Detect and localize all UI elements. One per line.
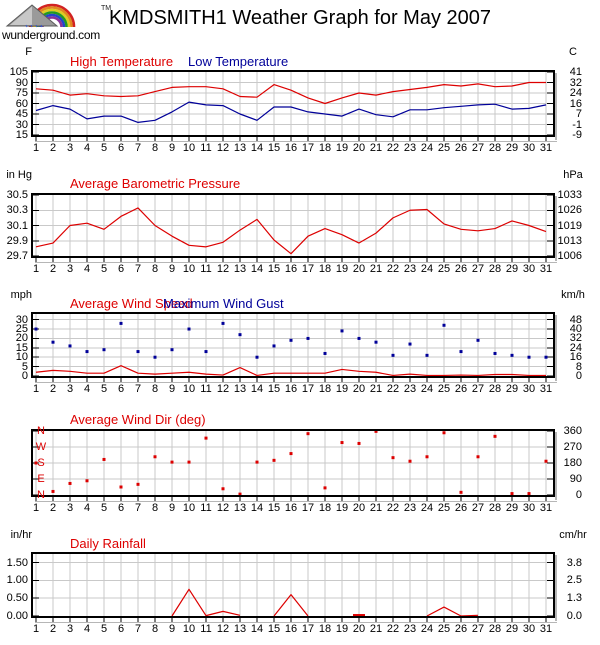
y-tick-label-right: 1026 <box>557 204 582 217</box>
panel-4-plot <box>31 429 555 502</box>
x-tick-label: 29 <box>505 142 519 154</box>
y-tick-label-left: 90 <box>15 76 28 89</box>
x-tick-label: 3 <box>66 623 74 635</box>
y-tick-label-left: 0.00 <box>6 610 28 622</box>
legend-average-wind-speed: Average Wind Speed <box>70 296 193 311</box>
x-tick-label: 3 <box>66 502 74 514</box>
x-tick-label: 7 <box>134 623 142 635</box>
unit-left-label: in/hr <box>10 529 32 541</box>
y-tick-label-left: E <box>37 473 45 485</box>
y-tick-label-right: 24 <box>569 341 582 354</box>
unit-left-label: in Hg <box>6 169 32 181</box>
y-tick-label-left: 30.5 <box>6 189 28 201</box>
x-tick-label: 7 <box>134 383 142 395</box>
y-tick-label-left: 25 <box>15 323 28 336</box>
x-tick-label: 13 <box>233 142 247 154</box>
x-tick-label: 13 <box>233 502 247 514</box>
y-tick-label-right: 16 <box>569 97 582 110</box>
x-tick-label: 17 <box>301 383 315 395</box>
x-tick-label: 4 <box>83 263 91 275</box>
x-tick-label: 18 <box>318 383 332 395</box>
x-tick-label: 6 <box>117 142 125 154</box>
x-tick-label: 26 <box>454 383 468 395</box>
y-tick-label-left: 1.50 <box>6 556 28 569</box>
x-tick-label: 16 <box>284 142 298 154</box>
x-tick-label: 20 <box>352 383 366 395</box>
x-tick-label: 27 <box>471 623 485 635</box>
x-tick-label: 9 <box>168 263 176 275</box>
x-tick-label: 22 <box>386 502 400 514</box>
y-tick-label-right: 270 <box>563 441 582 453</box>
x-tick-label: 30 <box>522 263 536 275</box>
y-tick-label-right: 180 <box>563 457 582 469</box>
x-tick-label: 17 <box>301 142 315 154</box>
x-tick-label: 15 <box>267 623 281 635</box>
plot-shadow-bottom <box>35 141 557 142</box>
x-tick-label: 7 <box>134 502 142 514</box>
x-tick-label: 18 <box>318 502 332 514</box>
x-tick-label: 22 <box>386 142 400 154</box>
plot-shadow-bottom <box>35 382 557 383</box>
plot-shadow-right <box>555 196 557 261</box>
x-tick-label: 24 <box>420 383 434 395</box>
x-tick-label: 2 <box>49 142 57 154</box>
page-title: KMDSMITH1 Weather Graph for May 2007 <box>109 7 491 29</box>
x-tick-label: 17 <box>301 502 315 514</box>
x-tick-label: 26 <box>454 502 468 514</box>
x-tick-label: 9 <box>168 142 176 154</box>
x-tick-label: 19 <box>335 263 349 275</box>
x-tick-label: 2 <box>49 383 57 395</box>
x-tick-label: 15 <box>267 263 281 275</box>
y-tick-label-right: 40 <box>569 323 582 336</box>
x-tick-label: 4 <box>83 623 91 635</box>
x-tick-label: 31 <box>539 502 553 514</box>
x-tick-label: 25 <box>437 142 451 154</box>
x-tick-label: 22 <box>386 623 400 635</box>
x-tick-label: 19 <box>335 502 349 514</box>
x-tick-label: 11 <box>200 263 212 275</box>
y-tick-label-left: 60 <box>15 97 28 110</box>
x-tick-label: 21 <box>369 383 383 395</box>
x-tick-label: 2 <box>49 263 57 275</box>
x-tick-label: 30 <box>522 383 536 395</box>
x-tick-label: 16 <box>284 263 298 275</box>
y-tick-label-right: 32 <box>569 76 582 89</box>
x-tick-label: 21 <box>369 623 383 635</box>
x-tick-label: 8 <box>151 623 159 635</box>
unit-right-label: cm/hr <box>559 529 587 541</box>
y-tick-label-left: 105 <box>9 66 28 78</box>
x-tick-label: 13 <box>233 383 247 395</box>
x-tick-label: 2 <box>49 502 57 514</box>
x-tick-label: 26 <box>454 263 468 275</box>
x-tick-label: 17 <box>301 263 315 275</box>
x-tick-label: 26 <box>454 623 468 635</box>
x-tick-label: 16 <box>284 502 298 514</box>
x-tick-label: 8 <box>151 263 159 275</box>
y-tick-label-left: S <box>37 457 45 469</box>
x-tick-label: 27 <box>471 263 485 275</box>
x-tick-label: 20 <box>352 263 366 275</box>
x-tick-label: 2 <box>49 623 57 635</box>
x-tick-label: 18 <box>318 142 332 154</box>
x-tick-label: 14 <box>250 383 264 395</box>
panel-3-plot <box>31 312 555 383</box>
y-tick-label-right: 48 <box>569 313 582 326</box>
x-tick-label: 31 <box>539 623 553 635</box>
y-tick-label-right: 32 <box>569 332 582 345</box>
x-tick-label: 14 <box>250 623 264 635</box>
wunderground-logo <box>2 2 114 44</box>
x-tick-label: 8 <box>151 502 159 514</box>
x-tick-label: 5 <box>100 623 108 635</box>
x-tick-label: 8 <box>151 383 159 395</box>
x-tick-label: 16 <box>284 623 298 635</box>
plot-shadow-bottom <box>35 501 557 502</box>
x-tick-label: 10 <box>182 502 196 514</box>
y-tick-label-left: 0 <box>21 370 28 382</box>
x-tick-label: 26 <box>454 142 468 154</box>
plot-shadow-bottom <box>35 622 557 623</box>
x-tick-label: 30 <box>522 502 536 514</box>
y-tick-label-left: N <box>37 425 45 437</box>
x-tick-label: 18 <box>318 263 332 275</box>
x-tick-label: 10 <box>182 263 196 275</box>
legend-daily-rainfall: Daily Rainfall <box>70 536 146 551</box>
legend-average-barometric-pressure: Average Barometric Pressure <box>70 176 241 191</box>
x-tick-label: 29 <box>505 623 519 635</box>
trademark-label: TM <box>101 5 112 12</box>
plot-shadow-right <box>555 73 557 140</box>
mountain-rainbow-icon <box>2 2 102 28</box>
unit-left-label: F <box>25 46 32 58</box>
x-tick-label: 13 <box>233 263 247 275</box>
x-tick-label: 14 <box>250 263 264 275</box>
x-tick-label: 6 <box>117 383 125 395</box>
y-tick-label-right: 0 <box>575 489 582 501</box>
y-tick-label-left: 15 <box>15 341 28 354</box>
x-tick-label: 24 <box>420 142 434 154</box>
x-tick-label: 27 <box>471 142 485 154</box>
unit-right-label: km/h <box>561 289 585 301</box>
y-tick-label-right: 2.5 <box>566 574 582 587</box>
y-tick-label-right: -9 <box>572 129 582 141</box>
y-tick-label-right: 1006 <box>557 250 582 262</box>
x-tick-label: 7 <box>134 142 142 154</box>
x-tick-label: 6 <box>117 502 125 514</box>
y-tick-label-right: 3.8 <box>566 556 582 569</box>
x-tick-label: 15 <box>267 502 281 514</box>
x-tick-label: 11 <box>200 383 212 395</box>
y-tick-label-right: 1019 <box>557 219 582 232</box>
x-tick-label: 19 <box>335 623 349 635</box>
x-tick-label: 20 <box>352 623 366 635</box>
y-tick-label-right: 0 <box>575 370 582 382</box>
x-tick-label: 23 <box>403 142 417 154</box>
legend-maximum-wind-gust: Maximum Wind Gust <box>163 296 284 311</box>
x-tick-label: 22 <box>386 383 400 395</box>
x-tick-label: 28 <box>488 623 502 635</box>
y-tick-label-right: 1033 <box>557 189 582 201</box>
x-tick-label: 11 <box>200 623 212 635</box>
plot-shadow-right <box>555 432 557 500</box>
x-tick-label: 22 <box>386 263 400 275</box>
panel-5-plot <box>31 552 555 623</box>
x-tick-label: 10 <box>182 623 196 635</box>
y-tick-label-left: 10 <box>15 351 28 364</box>
y-tick-label-right: 16 <box>569 351 582 364</box>
x-tick-label: 5 <box>100 142 108 154</box>
plot-shadow-right <box>555 555 557 621</box>
y-tick-label-right: 8 <box>575 360 582 373</box>
x-tick-label: 4 <box>83 502 91 514</box>
x-tick-label: 31 <box>539 263 553 275</box>
y-tick-label-left: 29.9 <box>6 234 28 247</box>
x-tick-label: 12 <box>216 623 230 635</box>
x-tick-label: 20 <box>352 502 366 514</box>
y-tick-label-right: 1013 <box>557 234 582 247</box>
unit-left-label: mph <box>10 289 32 301</box>
x-tick-label: 30 <box>522 623 536 635</box>
x-tick-label: 18 <box>318 623 332 635</box>
x-tick-label: 23 <box>403 263 417 275</box>
x-tick-label: 3 <box>66 142 74 154</box>
x-tick-label: 15 <box>267 383 281 395</box>
x-tick-label: 11 <box>200 502 212 514</box>
x-tick-label: 14 <box>250 502 264 514</box>
x-tick-label: 5 <box>100 383 108 395</box>
x-tick-label: 12 <box>216 263 230 275</box>
unit-right-label: C <box>569 46 577 58</box>
x-tick-label: 24 <box>420 502 434 514</box>
x-tick-label: 28 <box>488 383 502 395</box>
x-tick-label: 14 <box>250 142 264 154</box>
x-tick-label: 9 <box>168 383 176 395</box>
x-tick-label: 1 <box>32 142 40 154</box>
x-tick-label: 29 <box>505 263 519 275</box>
x-tick-label: 23 <box>403 502 417 514</box>
legend-high-temperature: High Temperature <box>70 54 174 69</box>
x-tick-label: 31 <box>539 142 553 154</box>
y-tick-label-left: 20 <box>15 332 28 345</box>
x-tick-label: 27 <box>471 383 485 395</box>
panel-1-plot <box>31 70 555 142</box>
x-tick-label: 21 <box>369 263 383 275</box>
x-tick-label: 24 <box>420 263 434 275</box>
y-tick-label-left: 29.7 <box>6 250 28 262</box>
x-tick-label: 10 <box>182 383 196 395</box>
x-tick-label: 9 <box>168 623 176 635</box>
y-tick-label-right: 41 <box>569 66 582 78</box>
y-tick-label-left: 30 <box>15 313 28 326</box>
x-tick-label: 19 <box>335 142 349 154</box>
x-tick-label: 23 <box>403 623 417 635</box>
x-tick-label: 1 <box>32 502 40 514</box>
x-tick-label: 5 <box>100 502 108 514</box>
y-tick-label-left: 1.00 <box>6 574 28 587</box>
y-tick-label-left: 0.50 <box>6 592 28 605</box>
x-tick-label: 4 <box>83 142 91 154</box>
unit-right-label: hPa <box>563 169 583 181</box>
y-tick-label-right: 7 <box>575 108 582 120</box>
x-tick-label: 25 <box>437 502 451 514</box>
y-tick-label-right: 0.0 <box>566 610 582 622</box>
x-tick-label: 5 <box>100 263 108 275</box>
x-tick-label: 27 <box>471 502 485 514</box>
y-tick-label-right: -1 <box>572 118 582 131</box>
x-tick-label: 3 <box>66 263 74 275</box>
y-tick-label-right: 24 <box>569 87 582 99</box>
x-tick-label: 25 <box>437 623 451 635</box>
x-tick-label: 12 <box>216 142 230 154</box>
plot-shadow-bottom <box>35 262 557 263</box>
x-tick-label: 25 <box>437 263 451 275</box>
brand-label: wunderground.com <box>2 28 100 42</box>
y-tick-label-left: 30 <box>15 118 28 131</box>
y-tick-label-left: N <box>37 489 45 501</box>
x-tick-label: 29 <box>505 502 519 514</box>
x-tick-label: 4 <box>83 383 91 395</box>
y-tick-label-left: 75 <box>15 87 28 99</box>
y-tick-label-left: 15 <box>15 129 28 141</box>
y-tick-label-left: 5 <box>21 360 28 373</box>
y-tick-label-right: 360 <box>563 425 582 437</box>
panel-2-plot <box>31 193 555 263</box>
x-tick-label: 8 <box>151 142 159 154</box>
x-tick-label: 1 <box>32 383 40 395</box>
y-tick-label-right: 90 <box>569 473 582 485</box>
x-tick-label: 12 <box>216 383 230 395</box>
x-tick-label: 12 <box>216 502 230 514</box>
y-tick-label-left: W <box>35 441 47 453</box>
y-tick-label-left: 30.1 <box>6 219 28 232</box>
legend-average-wind-dir-deg: Average Wind Dir (deg) <box>70 412 206 427</box>
x-tick-label: 29 <box>505 383 519 395</box>
y-tick-label-left: 30.3 <box>6 204 28 217</box>
x-tick-label: 17 <box>301 623 315 635</box>
x-tick-label: 1 <box>32 263 40 275</box>
plot-shadow-right <box>555 315 557 381</box>
x-tick-label: 6 <box>117 623 125 635</box>
x-tick-label: 21 <box>369 502 383 514</box>
x-tick-label: 28 <box>488 142 502 154</box>
x-tick-label: 13 <box>233 623 247 635</box>
x-tick-label: 15 <box>267 142 281 154</box>
x-tick-label: 9 <box>168 502 176 514</box>
legend-low-temperature: Low Temperature <box>188 54 289 69</box>
x-tick-label: 31 <box>539 383 553 395</box>
x-tick-label: 24 <box>420 623 434 635</box>
x-tick-label: 25 <box>437 383 451 395</box>
x-tick-label: 10 <box>182 142 196 154</box>
x-tick-label: 23 <box>403 383 417 395</box>
x-tick-label: 28 <box>488 263 502 275</box>
x-tick-label: 19 <box>335 383 349 395</box>
x-tick-label: 3 <box>66 383 74 395</box>
x-tick-label: 21 <box>369 142 383 154</box>
y-tick-label-left: 45 <box>15 108 28 120</box>
x-tick-label: 6 <box>117 263 125 275</box>
x-tick-label: 28 <box>488 502 502 514</box>
x-tick-label: 1 <box>32 623 40 635</box>
x-tick-label: 20 <box>352 142 366 154</box>
x-tick-label: 30 <box>522 142 536 154</box>
x-tick-label: 16 <box>284 383 298 395</box>
x-tick-label: 7 <box>134 263 142 275</box>
x-tick-label: 11 <box>200 142 212 154</box>
y-tick-label-right: 1.3 <box>566 592 582 605</box>
